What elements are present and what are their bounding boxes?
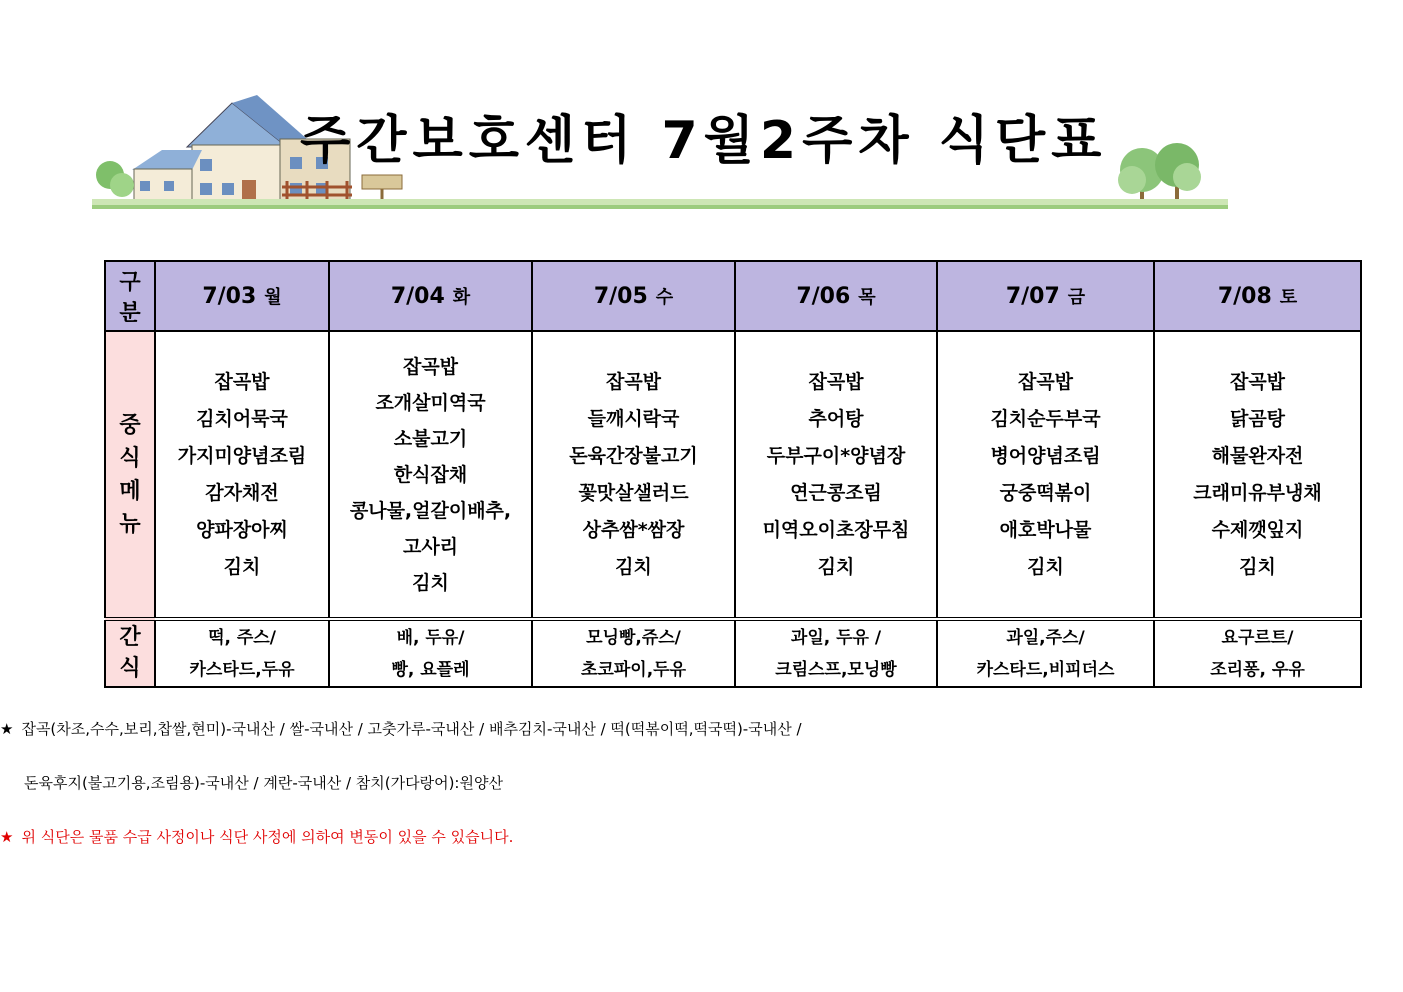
snack-cell: 떡, 주스/ 카스타드,두유 bbox=[155, 619, 329, 687]
star-icon: ★ bbox=[0, 828, 14, 846]
page-title: 주간보호센터 7월2주차 식단표 bbox=[300, 111, 1108, 171]
snack-cell: 과일,주스/ 카스타드,비피더스 bbox=[937, 619, 1154, 687]
snack-cell: 요구르트/ 조리퐁, 우유 bbox=[1154, 619, 1361, 687]
day-header: 7/05 수 bbox=[532, 261, 735, 331]
day-header: 7/06 목 bbox=[735, 261, 937, 331]
lunch-cell: 잡곡밥 김치순두부국 병어양념조림 궁중떡볶이 애호박나물 김치 bbox=[937, 331, 1154, 619]
day-header: 7/04 화 bbox=[329, 261, 532, 331]
lunch-row bbox=[105, 331, 1361, 619]
day-header: 7/03 월 bbox=[155, 261, 329, 331]
snack-cell: 과일, 두유 / 크림스프,모닝빵 bbox=[735, 619, 937, 687]
snack-label: 간 식 bbox=[105, 619, 155, 687]
lunch-cell: 잡곡밥 들깨시락국 돈육간장불고기 꽃맛살샐러드 상추쌈*쌈장 김치 bbox=[532, 331, 735, 619]
meal-plan-table bbox=[104, 260, 1362, 688]
grass-strip bbox=[92, 199, 1228, 209]
snack-cell: 모닝빵,쥬스/ 초코파이,두유 bbox=[532, 619, 735, 687]
origin-note-line1: ★ 잡곡(차조,수수,보리,찹쌀,현미)-국내산 / 쌀-국내산 / 고춧가루-국내산 / 배추김치-국내산 / 떡(떡볶이떡,떡국떡)-국내산 / bbox=[0, 720, 802, 738]
origin-note-line2: 돈육후지(불고기용,조림용)-국내산 / 계란-국내산 / 참치(가다랑어):원양산 bbox=[24, 774, 503, 792]
category-header: 구 분 bbox=[105, 261, 155, 331]
lunch-cell: 잡곡밥 김치어묵국 가지미양념조림 감자채전 양파장아찌 김치 bbox=[155, 331, 329, 619]
day-header: 7/07 금 bbox=[937, 261, 1154, 331]
header-row bbox=[105, 261, 1361, 331]
trees-icon bbox=[1118, 143, 1201, 203]
disclaimer-note: ★ 위 식단은 물품 수급 사정이나 식단 사정에 의하여 변동이 있을 수 있습니다. bbox=[0, 828, 514, 846]
snack-row bbox=[105, 619, 1361, 687]
lunch-cell: 잡곡밥 닭곰탕 해물완자전 크래미유부냉채 수제깻잎지 김치 bbox=[1154, 331, 1361, 619]
lunch-label: 중 식 메 뉴 bbox=[105, 331, 155, 619]
star-icon: ★ bbox=[0, 720, 14, 738]
snack-cell: 배, 두유/ 빵, 요플레 bbox=[329, 619, 532, 687]
day-header: 7/08 토 bbox=[1154, 261, 1361, 331]
lunch-cell: 잡곡밥 추어탕 두부구이*양념장 연근콩조림 미역오이초장무침 김치 bbox=[735, 331, 937, 619]
lunch-cell: 잡곡밥 조개살미역국 소불고기 한식잡채 콩나물,얼갈이배추, 고사리 김치 bbox=[329, 331, 532, 619]
